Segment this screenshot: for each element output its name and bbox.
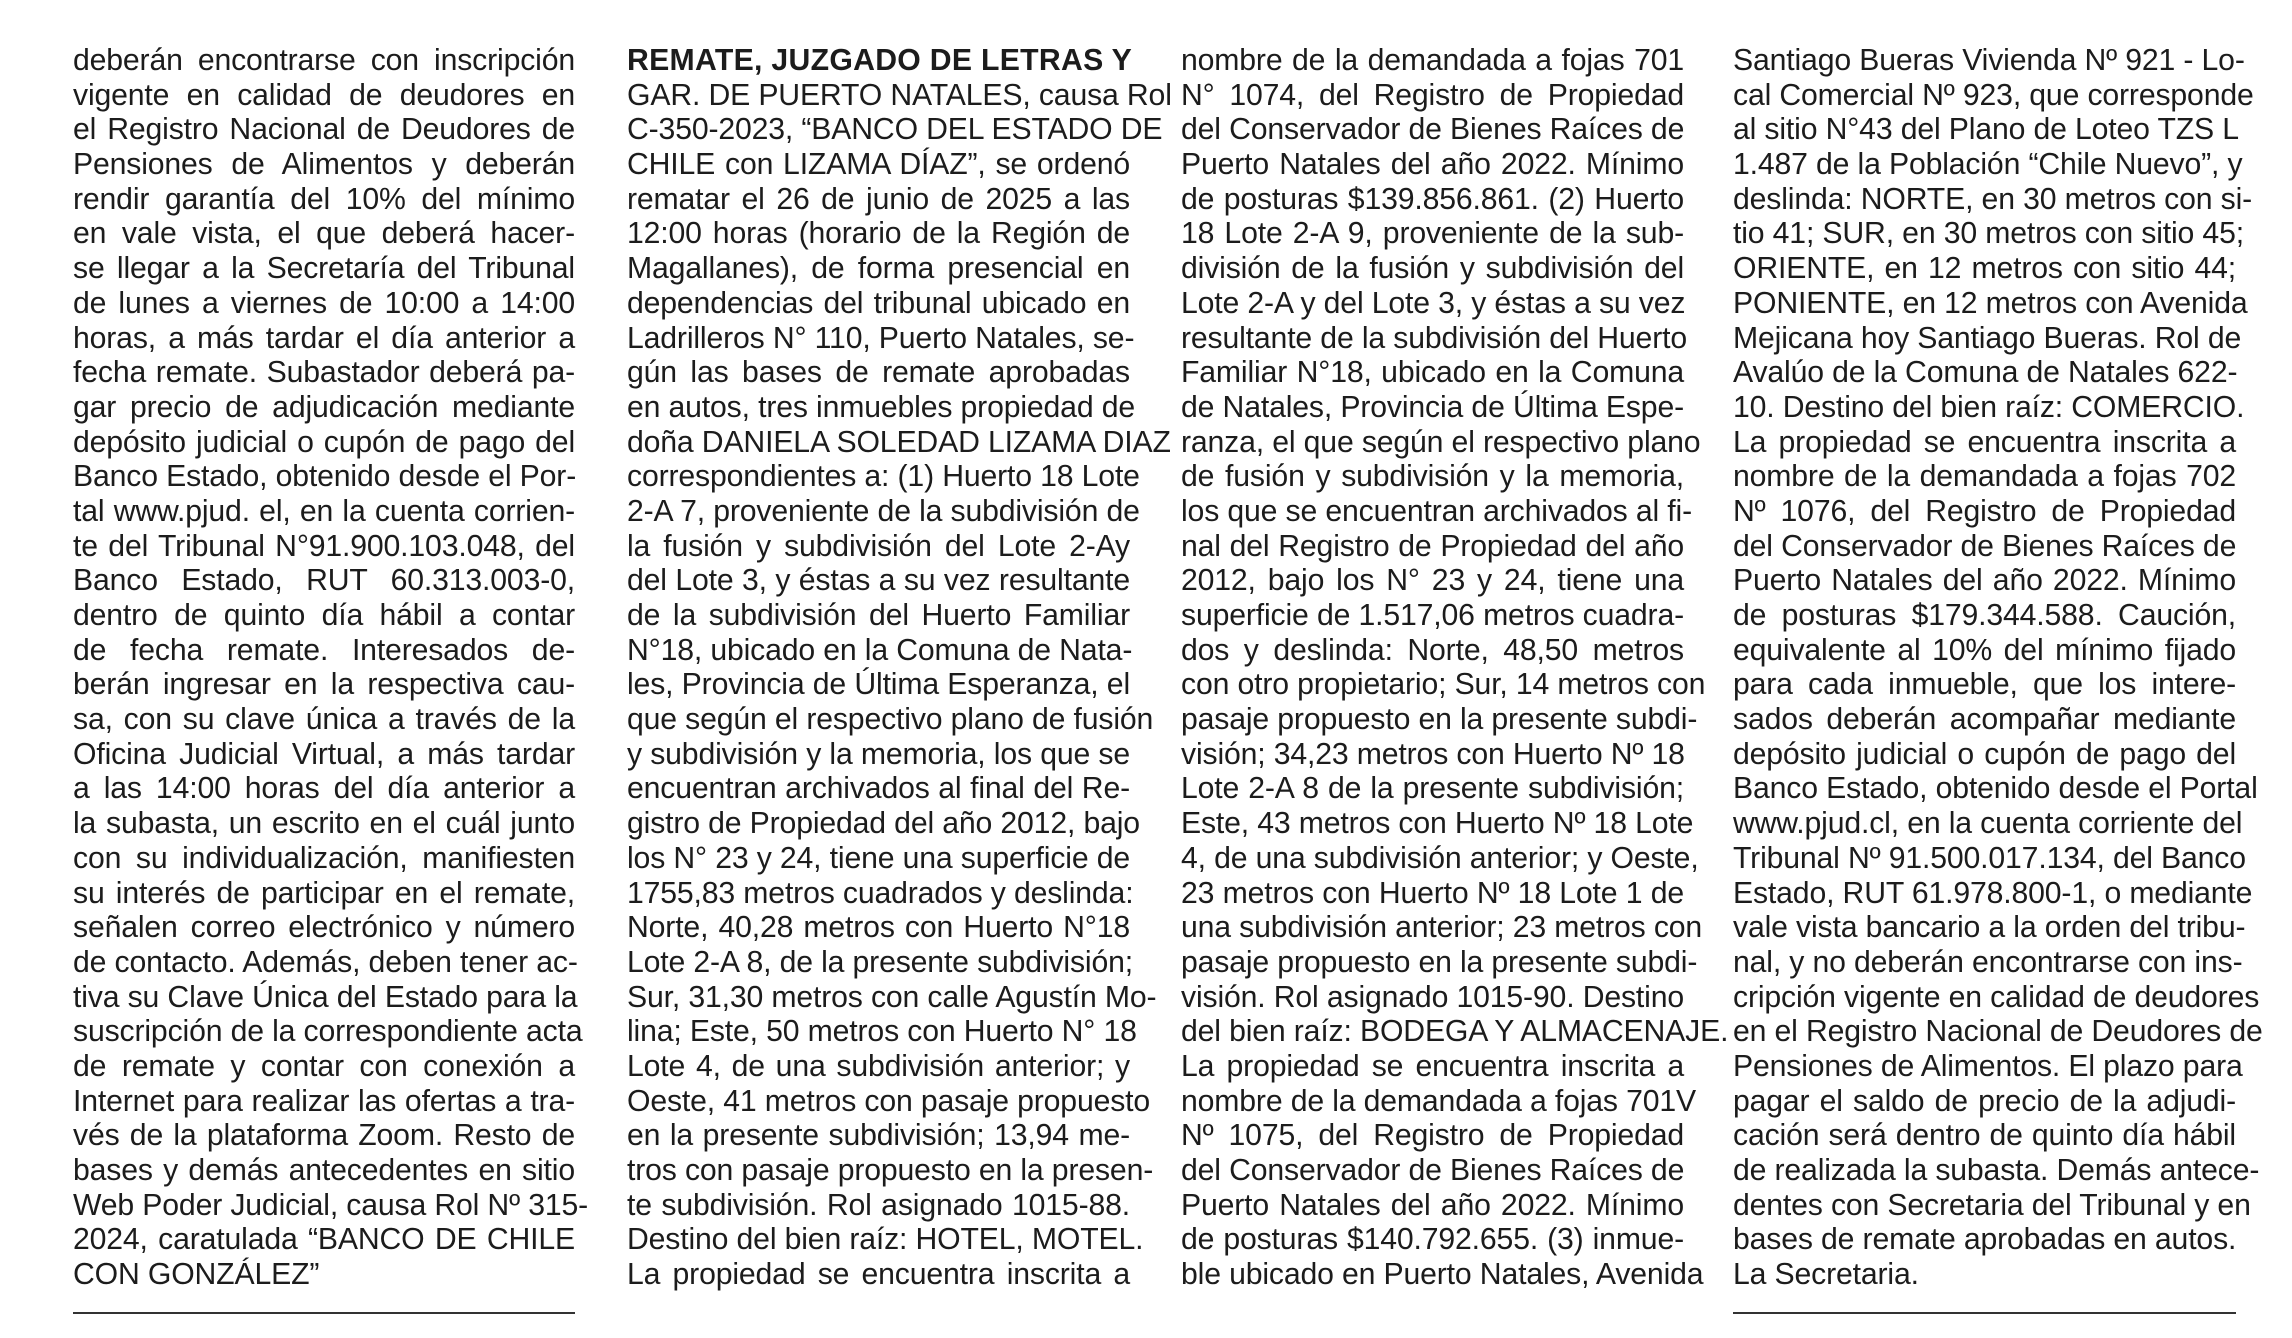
text-line: N° 1074, del Registro de Propiedad [1181, 78, 1684, 112]
text-line: 10. Destino del bien raíz: COMERCIO. [1733, 390, 2245, 424]
text-line: nal del Registro de Propiedad del año [1181, 529, 1684, 563]
text-line: del bien raíz: BODEGA Y ALMACENAJE. [1181, 1015, 1729, 1049]
text-line: 12:00 horas (horario de la Región de [627, 217, 1130, 251]
text-line: para cada inmueble, que los intere- [1733, 668, 2236, 702]
text-line: la subasta, un escrito en el cuál junto [73, 807, 575, 841]
text-line: Santiago Bueras Vivienda Nº 921 - Lo- [1733, 44, 2245, 77]
text-line: GAR. DE PUERTO NATALES, causa Rol [627, 78, 1172, 112]
text-line: Sur, 31,30 metros con calle Agustín Mo- [627, 980, 1157, 1014]
text-line: Destino del bien raíz: HOTEL, MOTEL. [627, 1223, 1144, 1257]
text-line: equivalente al 10% del mínimo fijado [1733, 633, 2236, 667]
text-line: bases de remate aprobadas en autos. [1733, 1223, 2237, 1257]
text-line: de fecha remate. Interesados de- [73, 633, 575, 667]
text-line: división de la fusión y subdivisión del [1181, 252, 1684, 286]
text-line: dependencias del tribunal ubicado en [627, 286, 1130, 320]
text-line: sa, con su clave única a través de la [73, 703, 575, 737]
text-line: tal www.pjud. el, en la cuenta corrien- [73, 494, 575, 528]
text-line: Oeste, 41 metros con pasaje propuesto [627, 1084, 1151, 1118]
text-line: vigente en calidad de deudores en [73, 78, 575, 112]
text-line: rendir garantía del 10% del mínimo [73, 182, 575, 216]
text-line: dos y deslinda: Norte, 48,50 metros [1181, 633, 1684, 667]
text-line: depósito judicial o cupón de pago del [1733, 737, 2236, 771]
text-line: bases y demás antecedentes en sitio [73, 1154, 575, 1187]
text-line: de posturas $139.856.861. (2) Huerto [1181, 182, 1684, 216]
text-line: Norte, 40,28 metros con Huerto N°18 [627, 911, 1130, 945]
text-line: a las 14:00 horas del día anterior a [73, 772, 575, 806]
text-line: el Registro Nacional de Deudores de [73, 113, 575, 147]
text-line: ORIENTE, en 12 metros con sitio 44; [1733, 252, 2236, 286]
text-line: en la presente subdivisión; 13,94 me- [627, 1119, 1130, 1153]
text-line: CHILE con LIZAMA DÍAZ”, se ordenó [627, 148, 1130, 182]
text-line: gar precio de adjudicación mediante [73, 390, 575, 424]
text-line: Oficina Judicial Virtual, a más tardar [73, 737, 575, 771]
text-line: Web Poder Judicial, causa Rol Nº 315- [73, 1188, 589, 1222]
text-line: gistro de Propiedad del año 2012, bajo [627, 807, 1140, 841]
text-line: nombre de la demandada a fojas 702 [1733, 460, 2236, 494]
text-line: cación será dentro de quinto día hábil [1733, 1119, 2236, 1153]
text-line: tros con pasaje propuesto en la presen- [627, 1154, 1154, 1187]
text-line: nombre de la demandada a fojas 701 [1181, 44, 1684, 77]
text-line: Internet para realizar las ofertas a tra- [73, 1084, 575, 1118]
text-line: Este, 43 metros con Huerto Nº 18 Lote [1181, 807, 1694, 841]
text-line: su interés de participar en el remate, [73, 876, 575, 910]
text-line: pagar el saldo de precio de la adjudi- [1733, 1084, 2236, 1118]
text-line: deberán encontrarse con inscripción [73, 44, 575, 77]
text-line: te del Tribunal N°91.900.103.048, del [73, 529, 575, 563]
text-line: suscripción de la correspondiente acta [73, 1015, 583, 1049]
text-line: Banco Estado, obtenido desde el Portal [1733, 772, 2258, 806]
notice-column-4 [1733, 44, 2263, 1293]
text-line: ble ubicado en Puerto Natales, Avenida [1181, 1258, 1704, 1292]
text-line: La Secretaria. [1733, 1258, 1919, 1292]
text-line: N°18, ubicado en la Comuna de Nata- [627, 633, 1133, 667]
text-line: Nº 1075, del Registro de Propiedad [1181, 1119, 1684, 1153]
text-line: Tribunal Nº 91.500.017.134, del Banco [1733, 841, 2246, 875]
text-line: visión. Rol asignado 1015-90. Destino [1181, 980, 1684, 1014]
text-line: de realizada la subasta. Demás antece- [1733, 1154, 2260, 1187]
text-line: 2012, bajo los N° 23 y 24, tiene una [1181, 564, 1684, 598]
text-line: nal, y no deberán encontrarse con ins- [1733, 945, 2243, 979]
text-line: en autos, tres inmuebles propiedad de [627, 390, 1135, 424]
text-line: Pensiones de Alimentos y deberán [73, 148, 575, 182]
text-line: depósito judicial o cupón de pago del [73, 425, 575, 459]
text-line: se llegar a la Secretaría del Tribunal [73, 252, 575, 286]
text-line: de remate y contar con conexión a [73, 1049, 575, 1083]
text-line: Lote 4, de una subdivisión anterior; y [627, 1049, 1130, 1083]
text-line: de la subdivisión del Huerto Familiar [627, 599, 1130, 632]
notice-column-1 [73, 44, 589, 1293]
text-line: tiva su Clave Única del Estado para la [73, 980, 578, 1014]
text-line: deslinda: NORTE, en 30 metros con si- [1733, 182, 2253, 216]
text-line: Lote 2-A 8 de la presente subdivisión; [1181, 772, 1684, 806]
text-line: pasaje propuesto en la presente subdi- [1181, 703, 1698, 737]
text-line: cal Comercial Nº 923, que corresponde [1733, 78, 2254, 112]
text-line: 4, de una subdivisión anterior; y Oeste, [1181, 841, 1699, 875]
notice-column-3 [1181, 44, 1729, 1293]
text-line: una subdivisión anterior; 23 metros con [1181, 911, 1703, 945]
text-line: superficie de 1.517,06 metros cuadra- [1181, 599, 1684, 632]
text-line: Ladrilleros N° 110, Puerto Natales, se- [627, 321, 1135, 355]
text-line: www.pjud.cl, en la cuenta corriente del [1733, 807, 2243, 841]
text-line: 2024, caratulada “BANCO DE CHILE [73, 1223, 575, 1257]
text-line: de posturas $179.344.588. Caución, [1733, 599, 2236, 632]
column-4-end-rule [1733, 1312, 2236, 1314]
text-line: los que se encuentran archivados al fi- [1181, 494, 1692, 528]
text-line: cripción vigente en calidad de deudores [1733, 980, 2260, 1014]
text-line: tio 41; SUR, en 30 metros con sitio 45; [1733, 217, 2244, 251]
text-line: te subdivisión. Rol asignado 1015-88. [627, 1188, 1130, 1222]
text-line: al sitio N°43 del Plano de Loteo TZS L [1733, 113, 2239, 147]
text-line: Avalúo de la Comuna de Natales 622- [1733, 356, 2238, 390]
text-line: con otro propietario; Sur, 14 metros con [1181, 668, 1706, 702]
text-line: Puerto Natales del año 2022. Mínimo [1181, 148, 1684, 182]
text-line: en vale vista, el que deberá hacer- [73, 217, 575, 251]
text-line: Pensiones de Alimentos. El plazo para [1733, 1049, 2243, 1083]
text-line: Estado, RUT 61.978.800-1, o mediante [1733, 876, 2253, 910]
text-line: Lote 2-A 8, de la presente subdivisión; [627, 945, 1133, 979]
text-line: Nº 1076, del Registro de Propiedad [1733, 494, 2236, 528]
text-line: CON GONZÁLEZ” [73, 1258, 320, 1292]
text-line: de contacto. Además, deben tener ac- [73, 945, 578, 979]
text-line: vale vista bancario a la orden del tribu- [1733, 911, 2246, 945]
text-line: encuentran archivados al final del Re- [627, 772, 1130, 806]
text-line: dentes con Secretaria del Tribunal y en [1733, 1188, 2251, 1222]
text-line: nombre de la demandada a fojas 701V [1181, 1084, 1697, 1118]
text-line: berán ingresar en la respectiva cau- [73, 668, 575, 702]
text-line: Puerto Natales del año 2022. Mínimo [1181, 1188, 1684, 1222]
text-line: 1755,83 metros cuadrados y deslinda: [627, 876, 1134, 910]
text-line: 2-A 7, proveniente de la subdivisión de [627, 494, 1140, 528]
text-line: les, Provincia de Última Esperanza, el [627, 668, 1130, 702]
text-line: sados deberán acompañar mediante [1733, 703, 2236, 737]
text-line: y subdivisión y la memoria, los que se [627, 737, 1130, 771]
text-line: La propiedad se encuentra inscrita a [627, 1258, 1130, 1292]
text-line: 18 Lote 2-A 9, proveniente de la sub- [1181, 217, 1684, 251]
text-line: de fusión y subdivisión y la memoria, [1181, 460, 1684, 494]
notice-heading: REMATE, JUZGADO DE LETRAS Y [627, 44, 1133, 77]
text-line: rematar el 26 de junio de 2025 a las [627, 182, 1130, 216]
text-line: resultante de la subdivisión del Huerto [1181, 321, 1687, 355]
text-line: fecha remate. Subastador deberá pa- [73, 356, 575, 390]
text-line: C-350-2023, “BANCO DEL ESTADO DE [627, 113, 1163, 147]
text-line: del Lote 3, y éstas a su vez resultante [627, 564, 1130, 598]
text-line: horas, a más tardar el día anterior a [73, 321, 575, 355]
text-line: del Conservador de Bienes Raíces de [1181, 113, 1685, 147]
text-line: PONIENTE, en 12 metros con Avenida [1733, 286, 2248, 320]
text-line: gún las bases de remate aprobadas [627, 356, 1130, 390]
text-line: de lunes a viernes de 10:00 a 14:00 [73, 286, 575, 320]
text-line: correspondientes a: (1) Huerto 18 Lote [627, 460, 1140, 494]
column-1-end-rule [73, 1312, 575, 1314]
text-line: de posturas $140.792.655. (3) inmue- [1181, 1223, 1684, 1257]
text-line: visión; 34,23 metros con Huerto Nº 18 [1181, 737, 1685, 771]
text-line: en el Registro Nacional de Deudores de [1733, 1015, 2263, 1049]
text-line: la fusión y subdivisión del Lote 2-Ay [627, 529, 1130, 563]
text-line: Familiar N°18, ubicado en la Comuna [1181, 356, 1684, 390]
text-line: de Natales, Provincia de Última Espe- [1181, 390, 1684, 424]
text-line: lina; Este, 50 metros con Huerto N° 18 [627, 1015, 1137, 1049]
text-line: doña DANIELA SOLEDAD LIZAMA DIAZ [627, 425, 1171, 459]
text-line: 1.487 de la Población “Chile Nuevo”, y [1733, 148, 2243, 182]
text-line: vés de la plataforma Zoom. Resto de [73, 1119, 575, 1153]
text-line: Banco Estado, obtenido desde el Por- [73, 460, 577, 494]
text-line: señalen correo electrónico y número [73, 911, 575, 945]
text-line: los N° 23 y 24, tiene una superficie de [627, 841, 1130, 875]
text-line: Lote 2-A y del Lote 3, y éstas a su vez [1181, 286, 1686, 320]
text-line: Puerto Natales del año 2022. Mínimo [1733, 564, 2236, 598]
text-line: Banco Estado, RUT 60.313.003-0, [73, 564, 575, 598]
notice-column-2 [627, 44, 1172, 1293]
text-line: Mejicana hoy Santiago Bueras. Rol de [1733, 321, 2242, 355]
text-line: Magallanes), de forma presencial en [627, 252, 1130, 286]
text-line: con su individualización, manifiesten [73, 841, 575, 875]
text-line: dentro de quinto día hábil a contar [73, 599, 575, 632]
text-line: La propiedad se encuentra inscrita a [1733, 425, 2236, 459]
text-line: que según el respectivo plano de fusión [627, 703, 1154, 737]
text-line: La propiedad se encuentra inscrita a [1181, 1049, 1684, 1083]
text-line: del Conservador de Bienes Raíces de [1181, 1154, 1685, 1187]
text-line: ranza, el que según el respectivo plano [1181, 425, 1701, 459]
text-line: pasaje propuesto en la presente subdi- [1181, 945, 1698, 979]
text-line: 23 metros con Huerto Nº 18 Lote 1 de [1181, 876, 1684, 910]
text-line: del Conservador de Bienes Raíces de [1733, 529, 2237, 563]
